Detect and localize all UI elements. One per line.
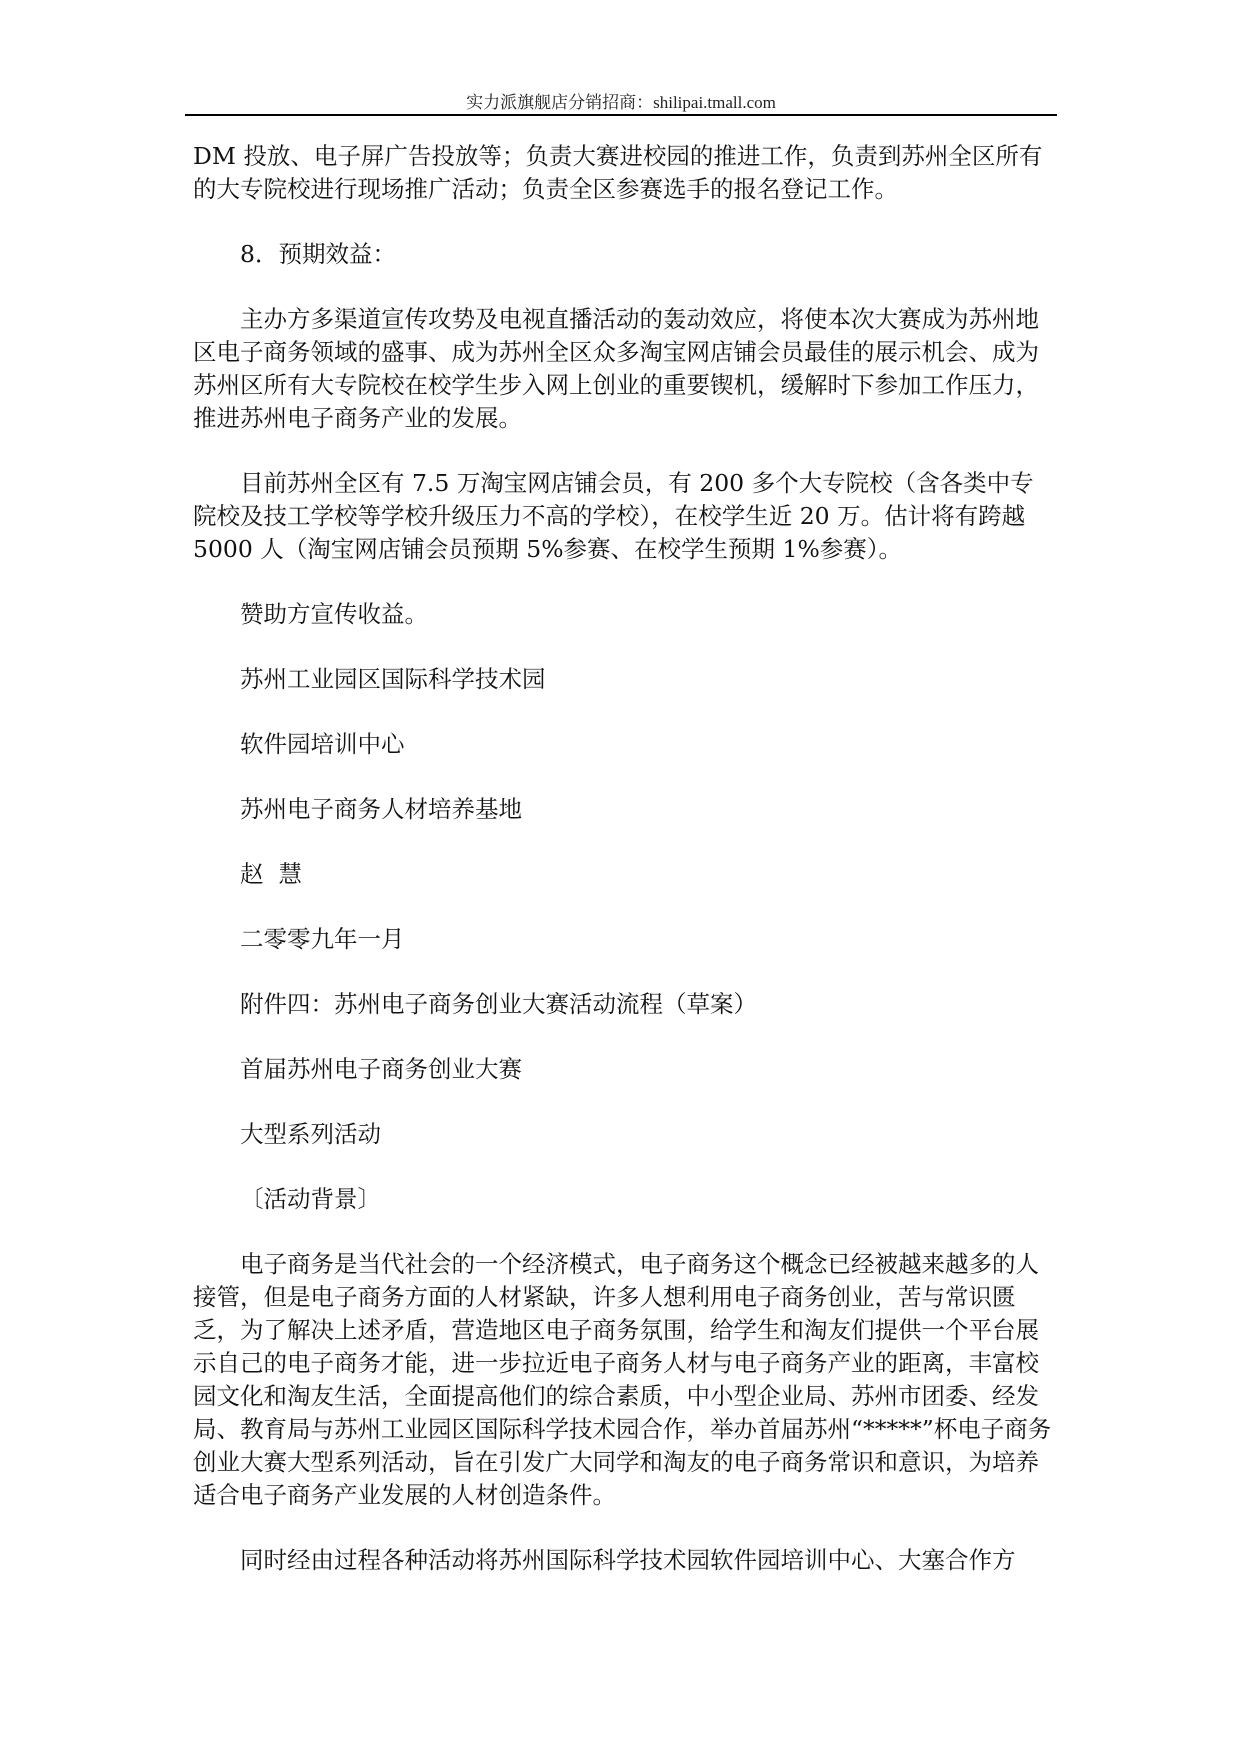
org-line-2: 软件园培训中心 <box>240 730 405 758</box>
section-heading-expected-benefits: 8．预期效益： <box>240 240 396 268</box>
document-body <box>193 140 1055 1577</box>
author-name: 赵 慧 <box>240 860 302 888</box>
appendix-title: 附件四：苏州电子商务创业大赛活动流程（草案） <box>240 990 757 1018</box>
paragraph-sponsor-benefits: 赞助方宣传收益。 <box>240 600 428 628</box>
paragraph-continued: 同时经由过程各种活动将苏州国际科学技术园软件园培训中心、大塞合作方 <box>240 1546 1016 1574</box>
document-date: 二零零九年一月 <box>240 925 405 953</box>
org-line-1: 苏州工业园区国际科学技术园 <box>240 665 546 693</box>
page-header: 实力派旗舰店分销招商：shilipai.tmall.com <box>466 93 776 112</box>
paragraph-continuation: DM 投放、电子屏广告投放等；负责大赛进校园的推进工作，负责到苏州全区所有的大专院校进行现场推广活动；负责全区参赛选手的报名登记工作。 <box>193 142 1043 203</box>
org-line-3: 苏州电子商务人材培养基地 <box>240 795 522 823</box>
event-title: 首届苏州电子商务创业大赛 <box>240 1055 522 1083</box>
paragraph-background: 电子商务是当代社会的一个经济模式，电子商务这个概念已经被越来越多的人接管，但是电子商务方面的人材紧缺，许多人想利用电子商务创业，苦与常识匮乏，为了解决上述矛盾，营造地区电子商务氛围，给学生和淘友们提供一个平台展示自己的电子商务才能，进一步拉近电子商务人材与电子商务产业的距离，丰富校园文化和淘友生活，全面提高他们的综合素质，中小型企业局、苏州市团委、经发局、教育局与苏州工业园区国际科学技术园合作，举办首届苏州“*****”杯电子商务创业大赛大型系列活动，旨在引发广大同学和淘友的电子商务常识和意识，为培养适合电子商务产业发展的人材创造条件。 <box>193 1250 1052 1509</box>
paragraph-statistics: 目前苏州全区有 7.5 万淘宝网店铺会员，有 200 多个大专院校（含各类中专院校及技工学校等学校升级压力不高的学校），在校学生近 20 万。估计将有跨越 5000 人（淘宝网店铺会员预期 5%参赛、在校学生预期 1%参赛）。 <box>193 469 1034 563</box>
paragraph-benefits: 主办方多渠道宣传攻势及电视直播活动的轰动效应，将使本次大赛成为苏州地区电子商务领域的盛事、成为苏州全区众多淘宝网店铺会员最佳的展示机会、成为苏州区所有大专院校在校学生步入网上创业的重要锲机，缓解时下参加工作压力，推进苏州电子商务产业的发展。 <box>193 305 1039 432</box>
header-divider <box>185 114 1057 116</box>
section-heading-background: 〔活动背景〕 <box>240 1185 381 1213</box>
event-subtitle: 大型系列活动 <box>240 1120 381 1148</box>
